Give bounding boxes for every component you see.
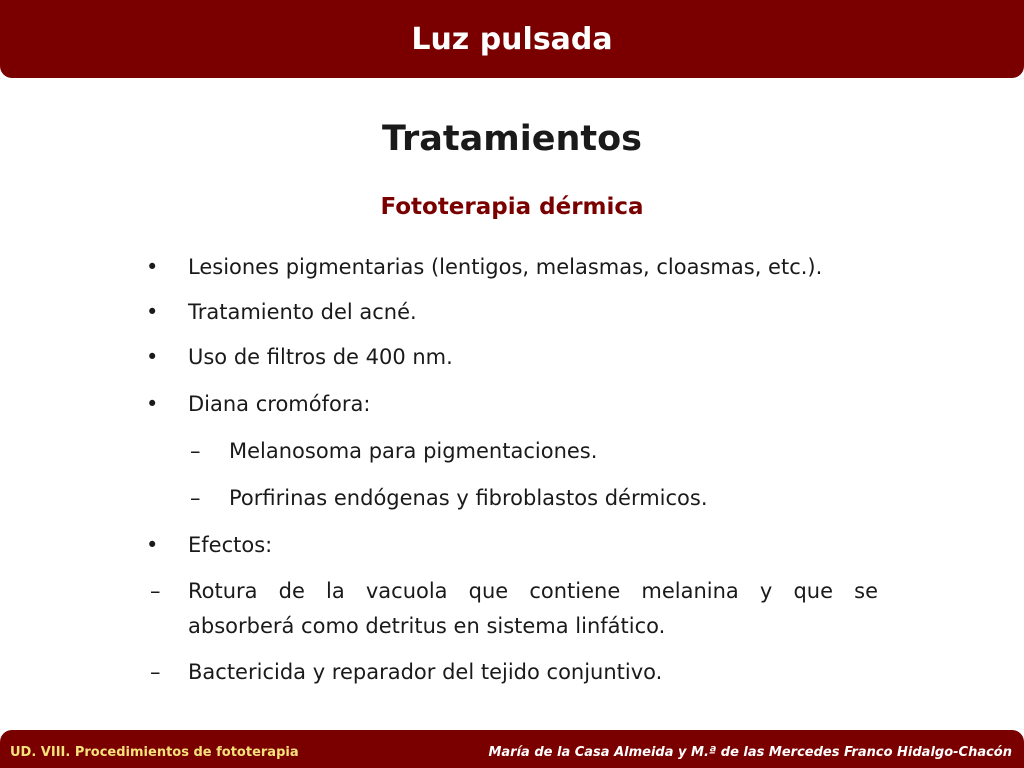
slide-header-title: Luz pulsada <box>411 22 613 57</box>
footer-authors: María de la Casa Almeida y M.ª de las Mercedes Franco Hidalgo-Chacón <box>488 745 1012 760</box>
dash-marker: – <box>150 660 161 684</box>
bullet-marker: • <box>146 533 159 557</box>
sub-list-item: Porfirinas endógenas y fibroblastos dérmicos. <box>229 486 708 510</box>
bullet-marker: • <box>146 392 159 416</box>
slide-subtitle: Fototerapia dérmica <box>380 194 644 220</box>
bullet-marker: • <box>146 300 159 324</box>
list-item: Efectos: <box>188 533 273 557</box>
list-item: Tratamiento del acné. <box>188 300 417 324</box>
list-item-line-1: Rotura de la vacuola que contiene melanina y que se <box>188 579 878 603</box>
list-item: Lesiones pigmentarias (lentigos, melasmas, cloasmas, etc.). <box>188 255 823 279</box>
list-item: Uso de filtros de 400 nm. <box>188 345 453 369</box>
dash-marker: – <box>190 486 201 510</box>
list-item: Bactericida y reparador del tejido conjuntivo. <box>188 660 663 684</box>
bullet-marker: • <box>146 255 159 279</box>
list-item-line-2: absorberá como detritus en sistema linfático. <box>188 614 666 638</box>
sub-list-item: Melanosoma para pigmentaciones. <box>229 439 598 463</box>
footer-unit-label: UD. VIII. Procedimientos de fototerapia <box>10 745 299 760</box>
bullet-marker: • <box>146 345 159 369</box>
list-item: Diana cromófora: <box>188 392 371 416</box>
dash-marker: – <box>190 439 201 463</box>
dash-marker: – <box>150 579 161 603</box>
slide-title: Tratamientos <box>382 119 642 159</box>
